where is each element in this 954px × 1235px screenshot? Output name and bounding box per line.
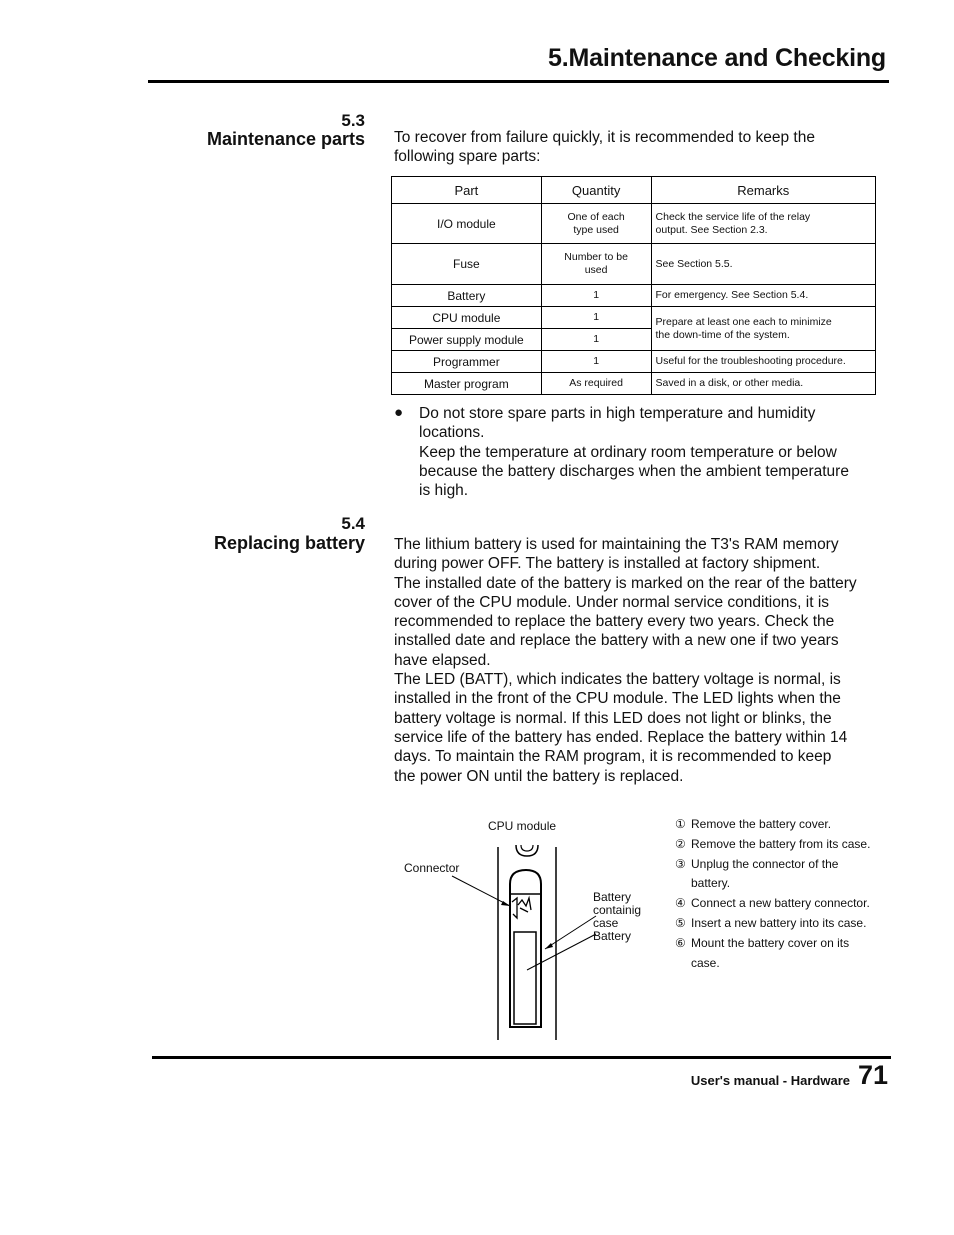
step-text: Mount the battery cover on its xyxy=(691,935,850,950)
cell-quantity xyxy=(541,244,651,285)
table-header-row xyxy=(392,177,876,204)
step-item xyxy=(675,894,895,914)
case-label-line: containig xyxy=(593,903,642,917)
step-number: ② xyxy=(675,836,686,851)
step-number: ⑥ xyxy=(675,935,686,950)
column-header-quantity: Quantity xyxy=(541,177,651,204)
cell-remarks: Useful for the troubleshooting procedure. xyxy=(651,351,875,373)
section-5-3-number: 5.3 xyxy=(341,111,365,130)
cell-quantity: 1 xyxy=(541,329,651,351)
cell-part: Power supply module xyxy=(392,329,542,351)
connector-label: Connector xyxy=(404,861,460,875)
step-item xyxy=(675,835,895,855)
remarks-line: Check the service life of the relay xyxy=(655,210,811,223)
case-label-line: case xyxy=(593,916,619,930)
cell-remarks xyxy=(651,307,875,351)
section-5-4-title: Replacing battery xyxy=(213,533,365,553)
quantity-line: Number to be xyxy=(564,251,628,263)
cell-part: Master program xyxy=(392,373,542,395)
intro-line: To recover from failure quickly, it is recommended to keep the xyxy=(394,129,815,146)
cell-remarks: For emergency. See Section 5.4. xyxy=(651,285,875,307)
note-line: locations. xyxy=(419,424,485,442)
step-number: ⑤ xyxy=(675,915,686,930)
step-item-continued xyxy=(675,874,895,894)
battery-diagram xyxy=(400,812,660,1052)
table-row xyxy=(392,373,876,395)
cell-quantity: As required xyxy=(541,373,651,395)
cpu-module-label: CPU module xyxy=(488,819,557,833)
step-item xyxy=(675,934,895,954)
column-header-part: Part xyxy=(392,177,542,204)
paragraph-line: service life of the battery has ended. Replace the battery within 14 xyxy=(394,728,848,746)
cell-part: CPU module xyxy=(392,307,542,329)
remarks-line: Prepare at least one each to minimize xyxy=(655,315,832,328)
column-header-remarks: Remarks xyxy=(651,177,875,204)
paragraph-line: days. To maintain the RAM program, it is recommended to keep xyxy=(394,748,832,766)
paragraph-line: battery voltage is normal. If this LED does not light or blinks, the xyxy=(394,709,832,727)
note-line: because the battery discharges when the ambient temperature xyxy=(419,462,849,480)
section-5-3-title: Maintenance parts xyxy=(206,129,365,149)
intro-line: following spare parts: xyxy=(394,148,541,166)
quantity-line: type used xyxy=(573,223,619,236)
replacement-steps xyxy=(675,815,895,973)
remarks-line: output. See Section 2.3. xyxy=(655,223,768,236)
note-line: Do not store spare parts in high temperature and humidity xyxy=(419,405,816,422)
cell-quantity: 1 xyxy=(541,285,651,307)
cell-quantity xyxy=(541,204,651,244)
step-text: Unplug the connector of the xyxy=(691,856,839,871)
paragraph-line: have elapsed. xyxy=(394,651,491,669)
step-indent xyxy=(675,954,691,974)
cell-part: Programmer xyxy=(392,351,542,373)
spare-parts-table xyxy=(391,176,876,395)
paragraph-line: cover of the CPU module. Under normal service conditions, it is xyxy=(394,593,830,611)
battery-paragraph xyxy=(394,535,894,786)
paragraph-line: installed in the front of the CPU module. The LED lights when the xyxy=(394,690,841,708)
battery-case-label xyxy=(593,891,641,943)
step-number: ③ xyxy=(675,856,686,871)
quantity-line: used xyxy=(584,264,608,276)
note-line: Keep the temperature at ordinary room temperature or below xyxy=(419,443,837,461)
paragraph-line: The lithium battery is used for maintaining the T3's RAM memory xyxy=(394,536,839,553)
cell-quantity: 1 xyxy=(541,307,651,329)
paragraph-line: installed date and replace the battery with a new one if two years xyxy=(394,632,839,650)
step-text: case. xyxy=(691,955,720,970)
cell-part: Fuse xyxy=(392,244,542,285)
step-item xyxy=(675,815,895,835)
step-number: ① xyxy=(675,817,686,831)
page-number: 71 xyxy=(857,1060,888,1090)
remarks-line: the down-time of the system. xyxy=(655,328,790,341)
bullet-icon: ● xyxy=(394,404,404,421)
cell-remarks xyxy=(651,204,875,244)
table-row xyxy=(392,285,876,307)
table-row xyxy=(392,307,876,329)
paragraph-line: The LED (BATT), which indicates the battery voltage is normal, is xyxy=(394,671,841,689)
step-text: Connect a new battery connector. xyxy=(691,896,870,911)
quantity-line: One of each xyxy=(567,210,625,223)
paragraph-line: during power OFF. The battery is installed at factory shipment. xyxy=(394,555,821,573)
step-item xyxy=(675,914,895,934)
battery-label: Battery xyxy=(593,929,632,943)
paragraph-line: the power ON until the battery is replaced. xyxy=(394,767,684,785)
step-text: Remove the battery cover. xyxy=(691,817,832,831)
step-text: Insert a new battery into its case. xyxy=(691,915,867,930)
case-label-line: Battery xyxy=(593,890,632,904)
section-5-4-number: 5.4 xyxy=(341,514,365,533)
manual-name: User's manual - Hardware xyxy=(690,1073,850,1088)
step-text: battery. xyxy=(691,876,731,891)
table-row xyxy=(392,244,876,285)
paragraph-line: recommended to replace the battery every two years. Check the xyxy=(394,613,835,631)
storage-note xyxy=(419,404,849,500)
cell-quantity: 1 xyxy=(541,351,651,373)
section-5-3-intro xyxy=(394,128,815,167)
paragraph-line: The installed date of the battery is marked on the rear of the battery xyxy=(394,574,857,592)
table-row xyxy=(392,351,876,373)
cell-part: Battery xyxy=(392,285,542,307)
cell-remarks: Saved in a disk, or other media. xyxy=(651,373,875,395)
note-line: is high. xyxy=(419,482,469,500)
table-row xyxy=(392,204,876,244)
footer-rule xyxy=(152,1056,891,1059)
cell-remarks: See Section 5.5. xyxy=(651,244,875,285)
step-item xyxy=(675,855,895,875)
step-text: Remove the battery from its case. xyxy=(691,836,871,851)
cell-part: I/O module xyxy=(392,204,542,244)
step-indent xyxy=(675,874,691,894)
step-item-continued xyxy=(675,954,895,974)
header-rule xyxy=(148,80,889,83)
chapter-title: 5.Maintenance and Checking xyxy=(548,44,886,72)
step-number: ④ xyxy=(675,896,686,911)
